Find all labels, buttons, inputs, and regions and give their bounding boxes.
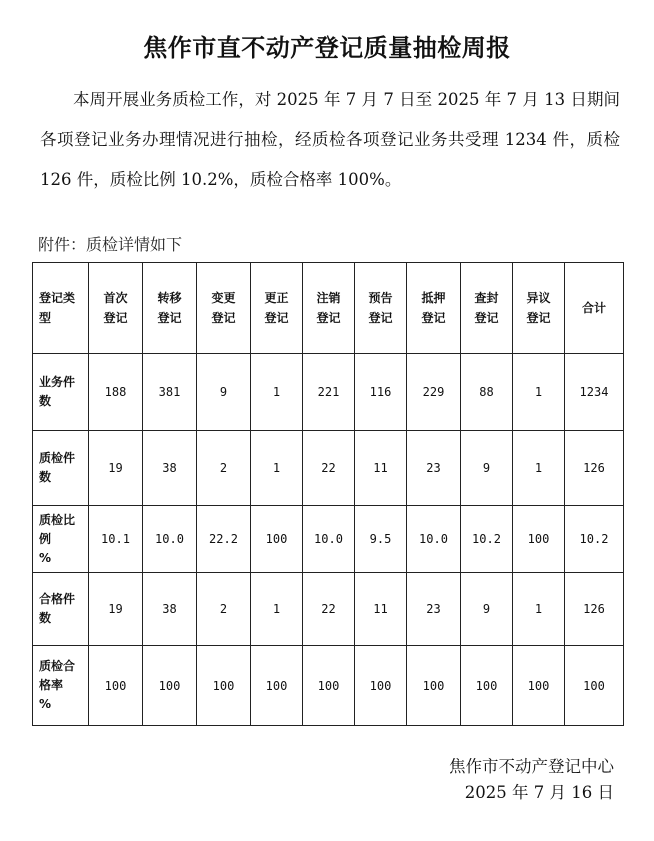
table-cell: 100 <box>303 646 355 726</box>
table-cell: 229 <box>407 354 461 431</box>
table-cell: 2 <box>197 573 251 646</box>
table-cell: 100 <box>251 646 303 726</box>
table-cell: 19 <box>89 431 143 506</box>
table-cell: 126 <box>565 573 624 646</box>
header-cell-first-registration: 首次 登记 <box>89 263 143 354</box>
table-row <box>33 354 624 431</box>
table-cell: 1234 <box>565 354 624 431</box>
table-cell: 9 <box>461 431 513 506</box>
table-cell: 116 <box>355 354 407 431</box>
table-cell: 1 <box>251 573 303 646</box>
issue-date: 2025 年 7 月 16 日 <box>464 783 614 802</box>
table-cell: 9.5 <box>355 506 407 573</box>
row-label-pass-rate: 质检合 格率 % <box>33 646 89 726</box>
table-cell: 22.2 <box>197 506 251 573</box>
row-label-inspection-ratio: 质检比 例 % <box>33 506 89 573</box>
table-cell: 10.0 <box>143 506 197 573</box>
table-cell: 100 <box>513 506 565 573</box>
table-cell: 2 <box>197 431 251 506</box>
header-cell-objection-registration: 异议 登记 <box>513 263 565 354</box>
table-cell: 188 <box>89 354 143 431</box>
table-cell: 1 <box>513 431 565 506</box>
table-cell: 1 <box>513 354 565 431</box>
table-cell: 100 <box>143 646 197 726</box>
header-cell-advance-registration: 预告 登记 <box>355 263 407 354</box>
header-cell-change-registration: 变更 登记 <box>197 263 251 354</box>
table-cell: 100 <box>197 646 251 726</box>
header-cell-correction-registration: 更正 登记 <box>251 263 303 354</box>
table-cell: 10.0 <box>407 506 461 573</box>
table-cell: 10.2 <box>565 506 624 573</box>
table-cell: 100 <box>565 646 624 726</box>
table-cell: 100 <box>407 646 461 726</box>
table-cell: 23 <box>407 573 461 646</box>
table-cell: 381 <box>143 354 197 431</box>
attachment-label: 附件：质检详情如下 <box>38 235 183 254</box>
table-cell: 9 <box>197 354 251 431</box>
table-cell: 23 <box>407 431 461 506</box>
table-cell: 100 <box>461 646 513 726</box>
table-cell: 100 <box>355 646 407 726</box>
table-cell: 9 <box>461 573 513 646</box>
header-cell-transfer-registration: 转移 登记 <box>143 263 197 354</box>
table-row <box>33 431 624 506</box>
table-cell: 1 <box>513 573 565 646</box>
table-cell: 1 <box>251 354 303 431</box>
table-row <box>33 646 624 726</box>
report-paragraph: 本周开展业务质检工作，对 2025 年 7 月 7 日至 2025 年 7 月 13 日期间各项登记业务办理情况进行抽检，经质检各项登记业务共受理 1234 件，质检 126 件，质检比例 10.2%，质检合格率 100%。 <box>40 90 620 189</box>
table-cell: 11 <box>355 431 407 506</box>
report-footer <box>449 754 614 806</box>
header-cell-cancellation-registration: 注销 登记 <box>303 263 355 354</box>
header-cell-mortgage-registration: 抵押 登记 <box>407 263 461 354</box>
table-cell: 88 <box>461 354 513 431</box>
table-cell: 100 <box>513 646 565 726</box>
header-cell-type: 登记类 型 <box>33 263 89 354</box>
table-row <box>33 573 624 646</box>
row-label-business-count: 业务件 数 <box>33 354 89 431</box>
table-cell: 10.2 <box>461 506 513 573</box>
table-cell: 100 <box>89 646 143 726</box>
table-cell: 10.0 <box>303 506 355 573</box>
table-row <box>33 506 624 573</box>
table-cell: 1 <box>251 431 303 506</box>
header-cell-total: 合计 <box>565 263 624 354</box>
table-cell: 22 <box>303 431 355 506</box>
table-cell: 221 <box>303 354 355 431</box>
table-cell: 38 <box>143 431 197 506</box>
table-cell: 22 <box>303 573 355 646</box>
issuing-organization: 焦作市不动产登记中心 <box>449 757 614 776</box>
table-header-row <box>33 263 624 354</box>
row-label-qualified-count: 合格件 数 <box>33 573 89 646</box>
report-title: 焦作市直不动产登记质量抽检周报 <box>143 34 511 62</box>
header-cell-seizure-registration: 查封 登记 <box>461 263 513 354</box>
table-cell: 19 <box>89 573 143 646</box>
table-cell: 11 <box>355 573 407 646</box>
table-cell: 100 <box>251 506 303 573</box>
quality-inspection-table <box>32 262 624 726</box>
table-cell: 38 <box>143 573 197 646</box>
table-cell: 10.1 <box>89 506 143 573</box>
row-label-inspected-count: 质检件 数 <box>33 431 89 506</box>
table-cell: 126 <box>565 431 624 506</box>
